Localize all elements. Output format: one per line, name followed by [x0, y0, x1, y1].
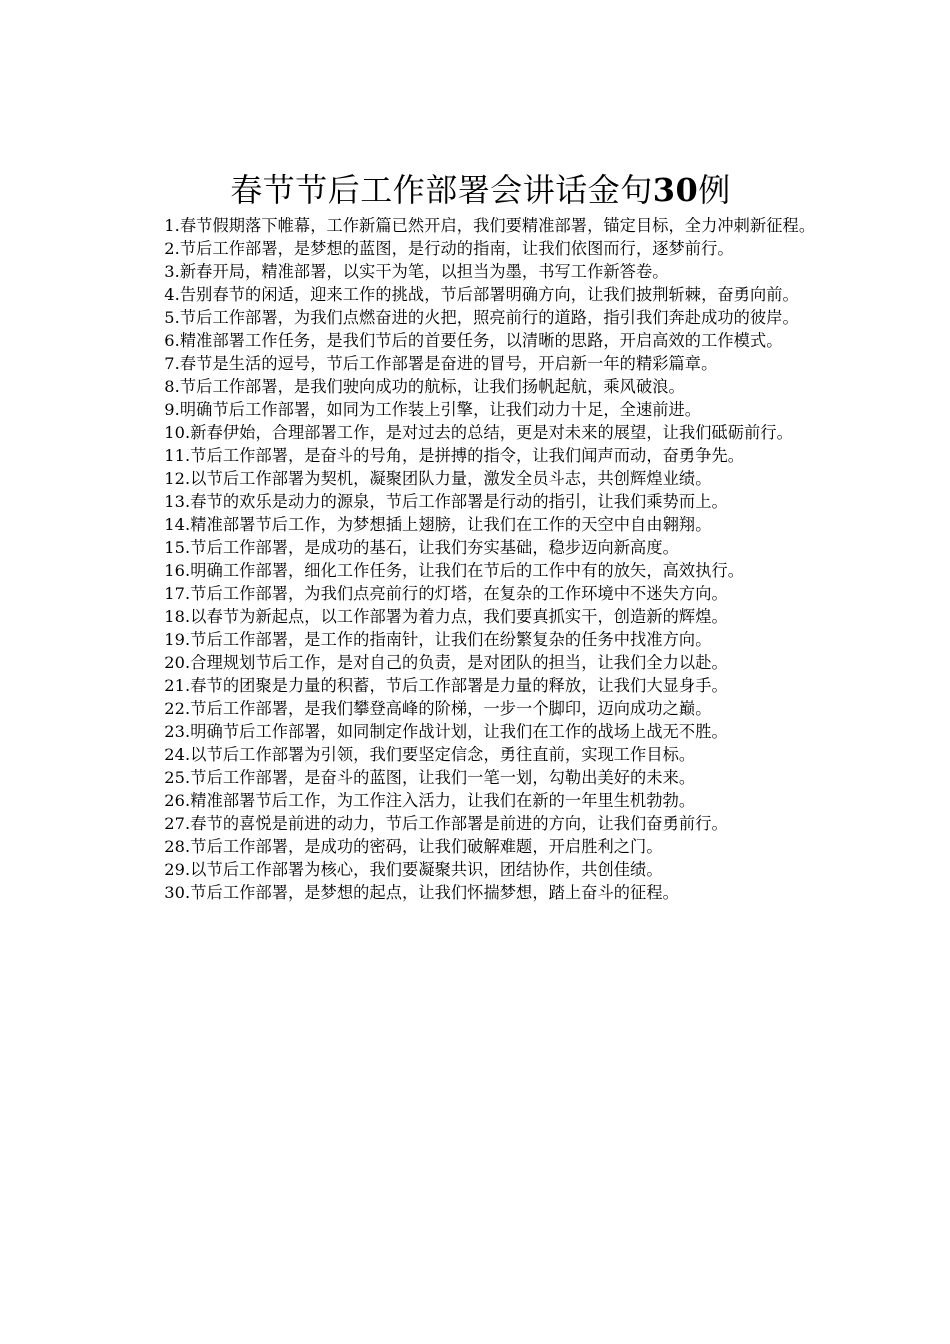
list-item: 19.节后工作部署，是工作的指南针，让我们在纷繁复杂的任务中找准方向。 — [164, 630, 712, 649]
list-item: 21.春节的团聚是力量的积蓄，节后工作部署是力量的释放，让我们大显身手。 — [164, 676, 728, 695]
list-item: 24.以节后工作部署为引领，我们要坚定信念，勇往直前，实现工作目标。 — [164, 745, 696, 764]
list-item: 4.告别春节的闲适，迎来工作的挑战，节后部署明确方向，让我们披荆斩棘，奋勇向前。 — [164, 285, 799, 304]
list-item: 28.节后工作部署，是成功的密码，让我们破解难题，开启胜利之门。 — [164, 837, 663, 856]
list-item: 27.春节的喜悦是前进的动力，节后工作部署是前进的方向，让我们奋勇前行。 — [164, 814, 728, 833]
list-item: 10.新春伊始，合理部署工作，是对过去的总结，更是对未来的展望，让我们砥砺前行。 — [164, 423, 793, 442]
list-item: 2.节后工作部署，是梦想的蓝图，是行动的指南，让我们依图而行，逐梦前行。 — [164, 239, 734, 258]
title-suffix: 例 — [698, 171, 731, 209]
list-item: 30.节后工作部署，是梦想的起点，让我们怀揣梦想，踏上奋斗的征程。 — [164, 883, 679, 902]
list-item: 25.节后工作部署，是奋斗的蓝图，让我们一笔一划，勾勒出美好的未来。 — [164, 768, 696, 787]
list-item: 11.节后工作部署，是奋斗的号角，是拼搏的指令，让我们闻声而动，奋勇争先。 — [164, 446, 745, 465]
list-item: 6.精准部署工作任务，是我们节后的首要任务，以清晰的思路，开启高效的工作模式。 — [164, 331, 783, 350]
list-item: 23.明确节后工作部署，如同制定作战计划，让我们在工作的战场上战无不胜。 — [164, 722, 728, 741]
list-item: 13.春节的欢乐是动力的源泉，节后工作部署是行动的指引，让我们乘势而上。 — [164, 492, 728, 511]
list-item: 8.节后工作部署，是我们驶向成功的航标，让我们扬帆起航，乘风破浪。 — [164, 377, 685, 396]
list-item: 12.以节后工作部署为契机，凝聚团队力量，激发全员斗志，共创辉煌业绩。 — [164, 469, 712, 488]
list-item: 16.明确工作部署，细化工作任务，让我们在节后的工作中有的放矢，高效执行。 — [164, 561, 745, 580]
list-item: 14.精准部署节后工作，为梦想插上翅膀，让我们在工作的天空中自由翱翔。 — [164, 515, 712, 534]
list-item: 15.节后工作部署，是成功的基石，让我们夯实基础，稳步迈向新高度。 — [164, 538, 679, 557]
list-item: 26.精准部署节后工作，为工作注入活力，让我们在新的一年里生机勃勃。 — [164, 791, 696, 810]
list-item: 18.以春节为新起点，以工作部署为着力点，我们要真抓实干，创造新的辉煌。 — [164, 607, 728, 626]
list-item: 22.节后工作部署，是我们攀登高峰的阶梯，一步一个脚印，迈向成功之巅。 — [164, 699, 712, 718]
quote-list — [127, 214, 834, 904]
document-page — [127, 168, 834, 904]
list-item: 29.以节后工作部署为核心，我们要凝聚共识，团结协作，共创佳绩。 — [164, 860, 663, 879]
list-item: 3.新春开局，精准部署，以实干为笔，以担当为墨，书写工作新答卷。 — [164, 262, 669, 281]
list-item: 5.节后工作部署，为我们点燃奋进的火把，照亮前行的道路，指引我们奔赴成功的彼岸。 — [164, 308, 799, 327]
list-item: 17.节后工作部署，为我们点亮前行的灯塔，在复杂的工作环境中不迷失方向。 — [164, 584, 728, 603]
title-text: 春节节后工作部署会讲话金句 — [230, 171, 653, 209]
list-item: 7.春节是生活的逗号，节后工作部署是奋进的冒号，开启新一年的精彩篇章。 — [164, 354, 718, 373]
list-item: 20.合理规划节后工作，是对自己的负责，是对团队的担当，让我们全力以赴。 — [164, 653, 728, 672]
title-number: 30 — [652, 171, 699, 209]
list-item: 9.明确节后工作部署，如同为工作装上引擎，让我们动力十足，全速前进。 — [164, 400, 702, 419]
document-title — [127, 168, 834, 212]
list-item: 1.春节假期落下帷幕，工作新篇已然开启，我们要精准部署，锚定目标，全力冲刺新征程。 — [164, 216, 816, 235]
